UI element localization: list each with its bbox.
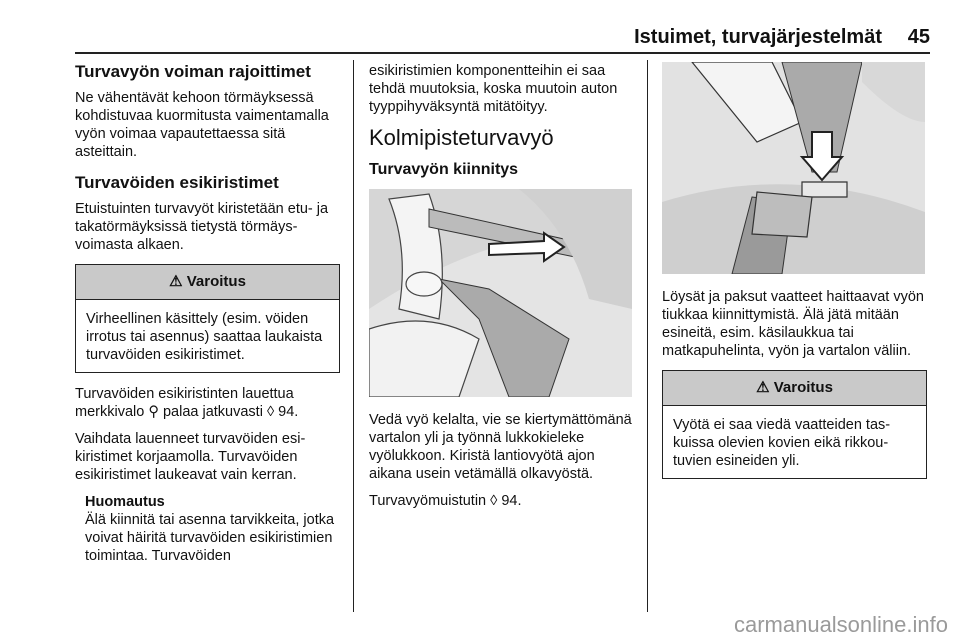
warning-text: Virheellinen käsittely (esim. vöiden irrotus tai asennus) saattaa laukaista turvavöiden esikiristimet. [86, 311, 323, 363]
page-number: 45 [907, 26, 930, 48]
column-2 [369, 62, 634, 519]
warning-header [76, 265, 339, 300]
heading-pretensioners: Turvavöiden esikiristimet [75, 173, 279, 192]
warning-triangle-icon: ⚠ [756, 379, 770, 396]
paragraph-instructions: Vedä vyö kelalta, vie se kiertymättömänä vartalon yli ja työnnä lukkokieleke vyölukkoon. Kiristä lantiovyötä ajon aikana usein vetämällä olkavyöstä. [369, 412, 632, 482]
note-title: Huomautus [85, 494, 165, 510]
paragraph-reminder: Turvavyömuistutin ◊ 94. [369, 493, 522, 509]
note-block [85, 493, 340, 565]
page-header [75, 22, 930, 54]
warning-triangle-icon: ⚠ [169, 273, 183, 290]
paragraph-pretensioners: Etuistuinten turvavyöt kiristetään etu- ja takatörmäyksissä tietystä törmäysvoimasta alkaen. [75, 201, 329, 253]
warning-box-2 [662, 370, 927, 479]
paragraph-force-limiters: Ne vähentävät kehoon törmäyksessä kohdistuvaa kuormitusta vaimentamalla vyön voimaa vapautettaessa sitä asteittain. [75, 90, 329, 160]
paragraph-clothes: Löysät ja paksut vaatteet haittaavat vyön tiukkaa kiinnittymistä. Älä jätä mitään esineitä, esim. käsilaukkua tai matkapuhelinta, vyön ja vartalon väliin. [662, 289, 924, 359]
illustration-belt-buckle [662, 62, 925, 274]
watermark: carmanualsonline.info [733, 612, 948, 637]
warning-box-1 [75, 264, 340, 373]
paragraph-continuation: esikiristimien komponentteihin ei saa tehdä muutoksia, koska muutoin auton tyyppihyväksyntä mitätöityy. [369, 63, 618, 115]
warning-text: Vyötä ei saa viedä vaatteiden taskuissa olevien kovien eikä rikkoutuvien esineiden yli. [673, 417, 891, 469]
column-divider-1 [353, 60, 354, 612]
header-title: Istuimet, turvajärjestelmät [634, 26, 882, 48]
warning-title: Varoitus [186, 273, 246, 290]
heading-fastening: Turvavyön kiinnitys [369, 161, 519, 178]
heading-three-point-belt: Kolmipisteturvavyö [369, 125, 554, 150]
illustration-fastening-belt [369, 189, 632, 397]
column-1 [75, 62, 340, 565]
paragraph-replace: Vaihdata lauenneet turvavöiden esikiristimet korjaamolla. Turvavöiden esikiristimet laukeavat vain kerran. [75, 431, 306, 483]
note-text: Älä kiinnitä tai asenna tarvikkeita, jotka voivat häiritä turvavöiden esikiristimien toimintaa. Turvavöiden [85, 512, 335, 564]
column-divider-2 [647, 60, 648, 612]
paragraph-indicator: Turvavöiden esikiristinten lauettua merkkivalo ⚲ palaa jatkuvasti ◊ 94. [75, 386, 299, 420]
belt-buckle-illustration [662, 62, 925, 274]
column-3 [662, 62, 927, 491]
person-fastening-belt-illustration [369, 189, 632, 397]
warning-title: Varoitus [773, 379, 833, 396]
heading-force-limiters: Turvavyön voiman rajoittimet [75, 62, 311, 81]
warning-header [663, 371, 926, 406]
